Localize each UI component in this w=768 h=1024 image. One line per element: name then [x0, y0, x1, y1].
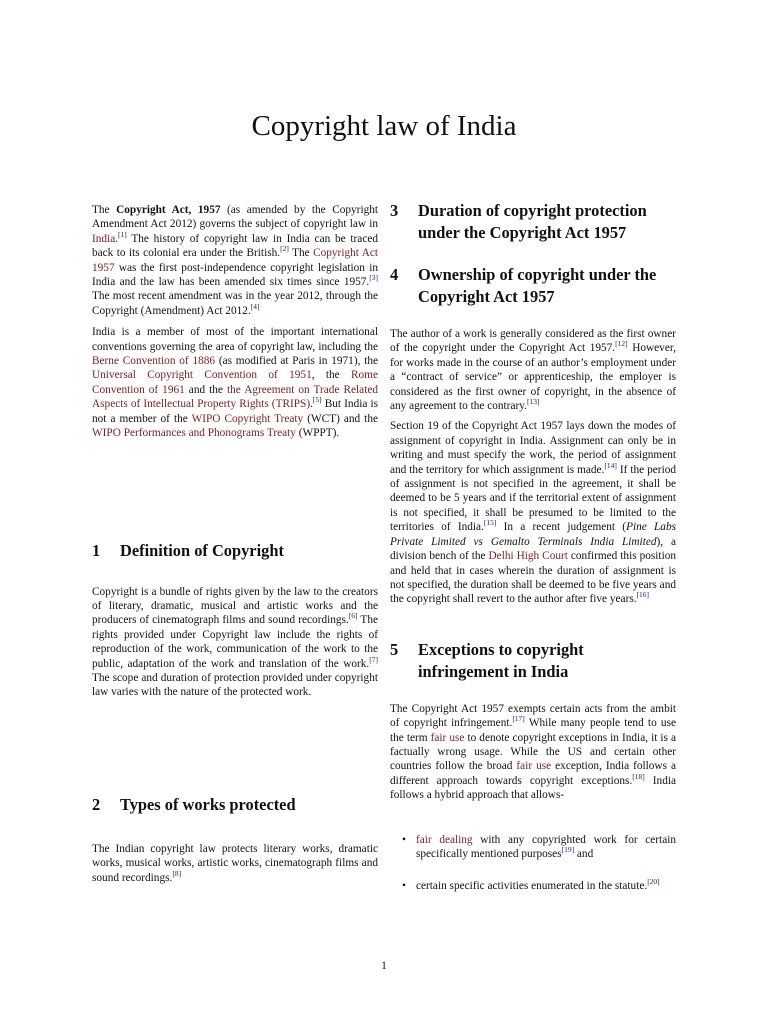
section-4-heading [390, 264, 676, 308]
citation-3[interactable]: [3] [369, 273, 378, 283]
text: confirmed this position and held that in cases wherein the duration of assignment is not specified, the duration shall be deemed to be five years and the copyright shall revert to the author after five years. [390, 550, 676, 606]
page-number: 1 [381, 960, 387, 972]
section-1-paragraph [92, 585, 378, 700]
link-fair-use[interactable]: fair use [430, 731, 465, 744]
text: ), a division bench of the [390, 535, 676, 563]
citation-4[interactable]: [4] [250, 302, 260, 312]
text: The author of a work is generally considered as the first owner of the copyright under the Copyright Act 1957. [390, 328, 676, 355]
text: The most recent amendment was in the year 2012, through the Copyright (Amendment) Act 2012. [92, 290, 378, 317]
text: But India is not a member of the [92, 398, 378, 425]
citation-7[interactable]: [7] [369, 654, 378, 664]
text: and the [184, 383, 227, 396]
link-delhi-high-court[interactable]: Delhi High Court [488, 550, 568, 563]
section-2-heading [92, 794, 378, 816]
text: Copyright is a bundle of rights given by the law to the creators of literary, dramatic, musical and artistic works and the producers of cinematograph films and sound recordings. [92, 585, 378, 627]
text: (as modified at Paris in 1971), the [215, 355, 378, 368]
text: The [288, 247, 314, 260]
intro-paragraph-2: India is a member of most of the important international conventions governing the area of copyright law, including the Berne Convention of 1886 (as modified at Paris in 1971), the Universal Copyright Convention of 1951, the Rome Convention of 1961 and the the Agreement on Trade Related Aspects of Intellectual Property Rights (TRIPS).[5] But India is not a member of the WIPO Copyright Treaty (WCT) and the WIPO Performances and Phonograms Treaty (WPPT). [92, 326, 378, 440]
text: India follows a hybrid approach that allows- [390, 774, 676, 802]
page-title: Copyright law of India [251, 110, 517, 142]
link-fair-use[interactable]: fair use [516, 760, 552, 773]
section-2-paragraph [92, 842, 378, 885]
text: with any copyrighted work for certain specifically mentioned purposes [416, 833, 676, 860]
section-number: 1 [92, 540, 101, 560]
text: The scope and duration of protection provided under copyright law varies with the nature of the protected work. [92, 671, 378, 699]
text: If the period of assignment is not specified in the agreement, it shall be deemed to be 5 years and if the territorial extent of assignment is not specified, it shall be presumed to be limited to the territories of India. [390, 463, 676, 534]
intro-paragraph-1: The Copyright Act, 1957 (as amended by the Copyright Amendment Act 2012) governs the subject of copyright law in India.[1] The history of copyright law in India can be traced back to its colonial era under the British.[2] The Copyright Act 1957 was the first post-independence copyright legislation in India and the law has been amended six times since 1957.[3] The most recent amendment was in the year 2012, through the Copyright (Amendment) Act 2012.[4] [92, 204, 379, 317]
section-4-paragraph-1 [390, 327, 676, 413]
citation-19[interactable]: [19] [561, 845, 575, 855]
text: In a recent judgement ( [496, 521, 627, 534]
section-5-paragraph [390, 702, 676, 803]
text: , the [311, 369, 351, 382]
text: exception, India follows a different approach towards copyright exceptions. [390, 760, 676, 787]
text: The Indian copyright law protects literary works, dramatic works, musical works, artistic works, cinematograph films and sound recordings. [92, 842, 378, 884]
link-copyright-act-1957[interactable]: Copyright Act 1957 [92, 247, 379, 274]
section-number: 5 [390, 639, 399, 659]
citation-20[interactable]: [20] [647, 877, 660, 887]
text: certain specific activities enumerated in the statute. [416, 880, 648, 893]
section-title: Types of works protected [120, 794, 296, 814]
section-title: Exceptions to copyright infringement in India [418, 639, 584, 681]
text: The rights provided under Copyright law include the rights of reproduction of the work, communication of the work to the public, adaptation of the work and translation of the work. [92, 614, 378, 670]
link-universal-copyright-convention[interactable]: Universal Copyright Convention of 1951 [92, 369, 312, 382]
citation-8[interactable]: [8] [172, 868, 182, 878]
link-fair-dealing[interactable]: fair dealing [416, 833, 473, 846]
section-title: Ownership of copyright under the Copyright Act 1957 [418, 265, 657, 306]
citation-12[interactable]: [12] [615, 339, 628, 349]
link-wipo-performances-treaty[interactable]: WIPO Performances and Phonograms Treaty [92, 427, 296, 440]
exceptions-list [390, 833, 676, 894]
text: India is a member of most of the important international conventions governing the area of copyright law, including the [92, 326, 378, 353]
link-berne-convention[interactable]: Berne Convention of 1886 [92, 355, 216, 368]
list-item [390, 833, 676, 862]
section-number: 2 [92, 794, 101, 814]
right-column [390, 203, 676, 894]
citation-1[interactable]: [1] [118, 230, 127, 240]
text: to denote copyright exceptions in India, it is a factually wrong usage. While the US and certain other countries follow the broad [390, 731, 677, 773]
citation-5[interactable]: [5] [312, 395, 322, 405]
text: was the first post-independence copyright legislation in India and the law has been amended six times since 1957. [92, 261, 378, 289]
link-india[interactable]: India [92, 232, 116, 245]
citation-16[interactable]: [16] [636, 590, 650, 600]
section-4-paragraph-2 [390, 419, 676, 606]
citation-18[interactable]: [18] [632, 771, 645, 781]
citation-13[interactable]: [13] [526, 397, 540, 407]
section-3-heading [390, 200, 676, 244]
section-1-heading [92, 540, 378, 562]
text: However, for works made in the course of an author’s employment under a “contract of service” or apprenticeship, the employer is considered as the first owner of copyright, in the absence of any agreement to the contrary. [390, 342, 676, 413]
section-title: Duration of copyright protection under the Copyright Act 1957 [418, 201, 647, 242]
text: While many people tend to use the term [390, 717, 676, 744]
link-wipo-copyright-treaty[interactable]: WIPO Copyright Treaty [191, 412, 304, 425]
text: (WCT) and the [303, 412, 378, 425]
bold-term: Copyright Act, 1957 [116, 204, 221, 216]
text: The Copyright Act 1957 exempts certain acts from the ambit of copyright infringement. [390, 702, 676, 730]
citation-15[interactable]: [15] [483, 518, 497, 528]
section-number: 4 [390, 265, 399, 284]
citation-2[interactable]: [2] [280, 244, 289, 254]
text: (WPPT). [295, 427, 340, 440]
section-number: 3 [390, 201, 399, 220]
text: The history of copyright law in India can be traced back to its colonial era under the British. [92, 232, 378, 260]
link-trips-agreement[interactable]: the Agreement on Trade Related Aspects of Intellectual Property Rights (TRIPS) [92, 383, 378, 411]
case-name: Pine Labs Private Limited vs Gemalto Terminals India Limited [390, 521, 676, 548]
section-title: Definition of Copyright [120, 540, 284, 560]
link-rome-convention[interactable]: Rome Convention of 1961 [92, 369, 378, 396]
text: and [574, 847, 594, 860]
text: (as amended by the Copyright Amendment Act 2012) governs the subject of copyright law in [92, 204, 379, 231]
text: Section 19 of the Copyright Act 1957 lays down the modes of assignment of copyright in India. Assignment can only be in writing and must specify the work, the period of assignment and the territory for which assignment is made. [390, 420, 676, 476]
list-item [390, 879, 676, 893]
section-5-heading [390, 639, 676, 683]
text: The [92, 204, 117, 216]
left-column [92, 203, 378, 891]
citation-17[interactable]: [17] [512, 714, 525, 724]
citation-6[interactable]: [6] [348, 611, 358, 621]
citation-14[interactable]: [14] [604, 460, 617, 470]
